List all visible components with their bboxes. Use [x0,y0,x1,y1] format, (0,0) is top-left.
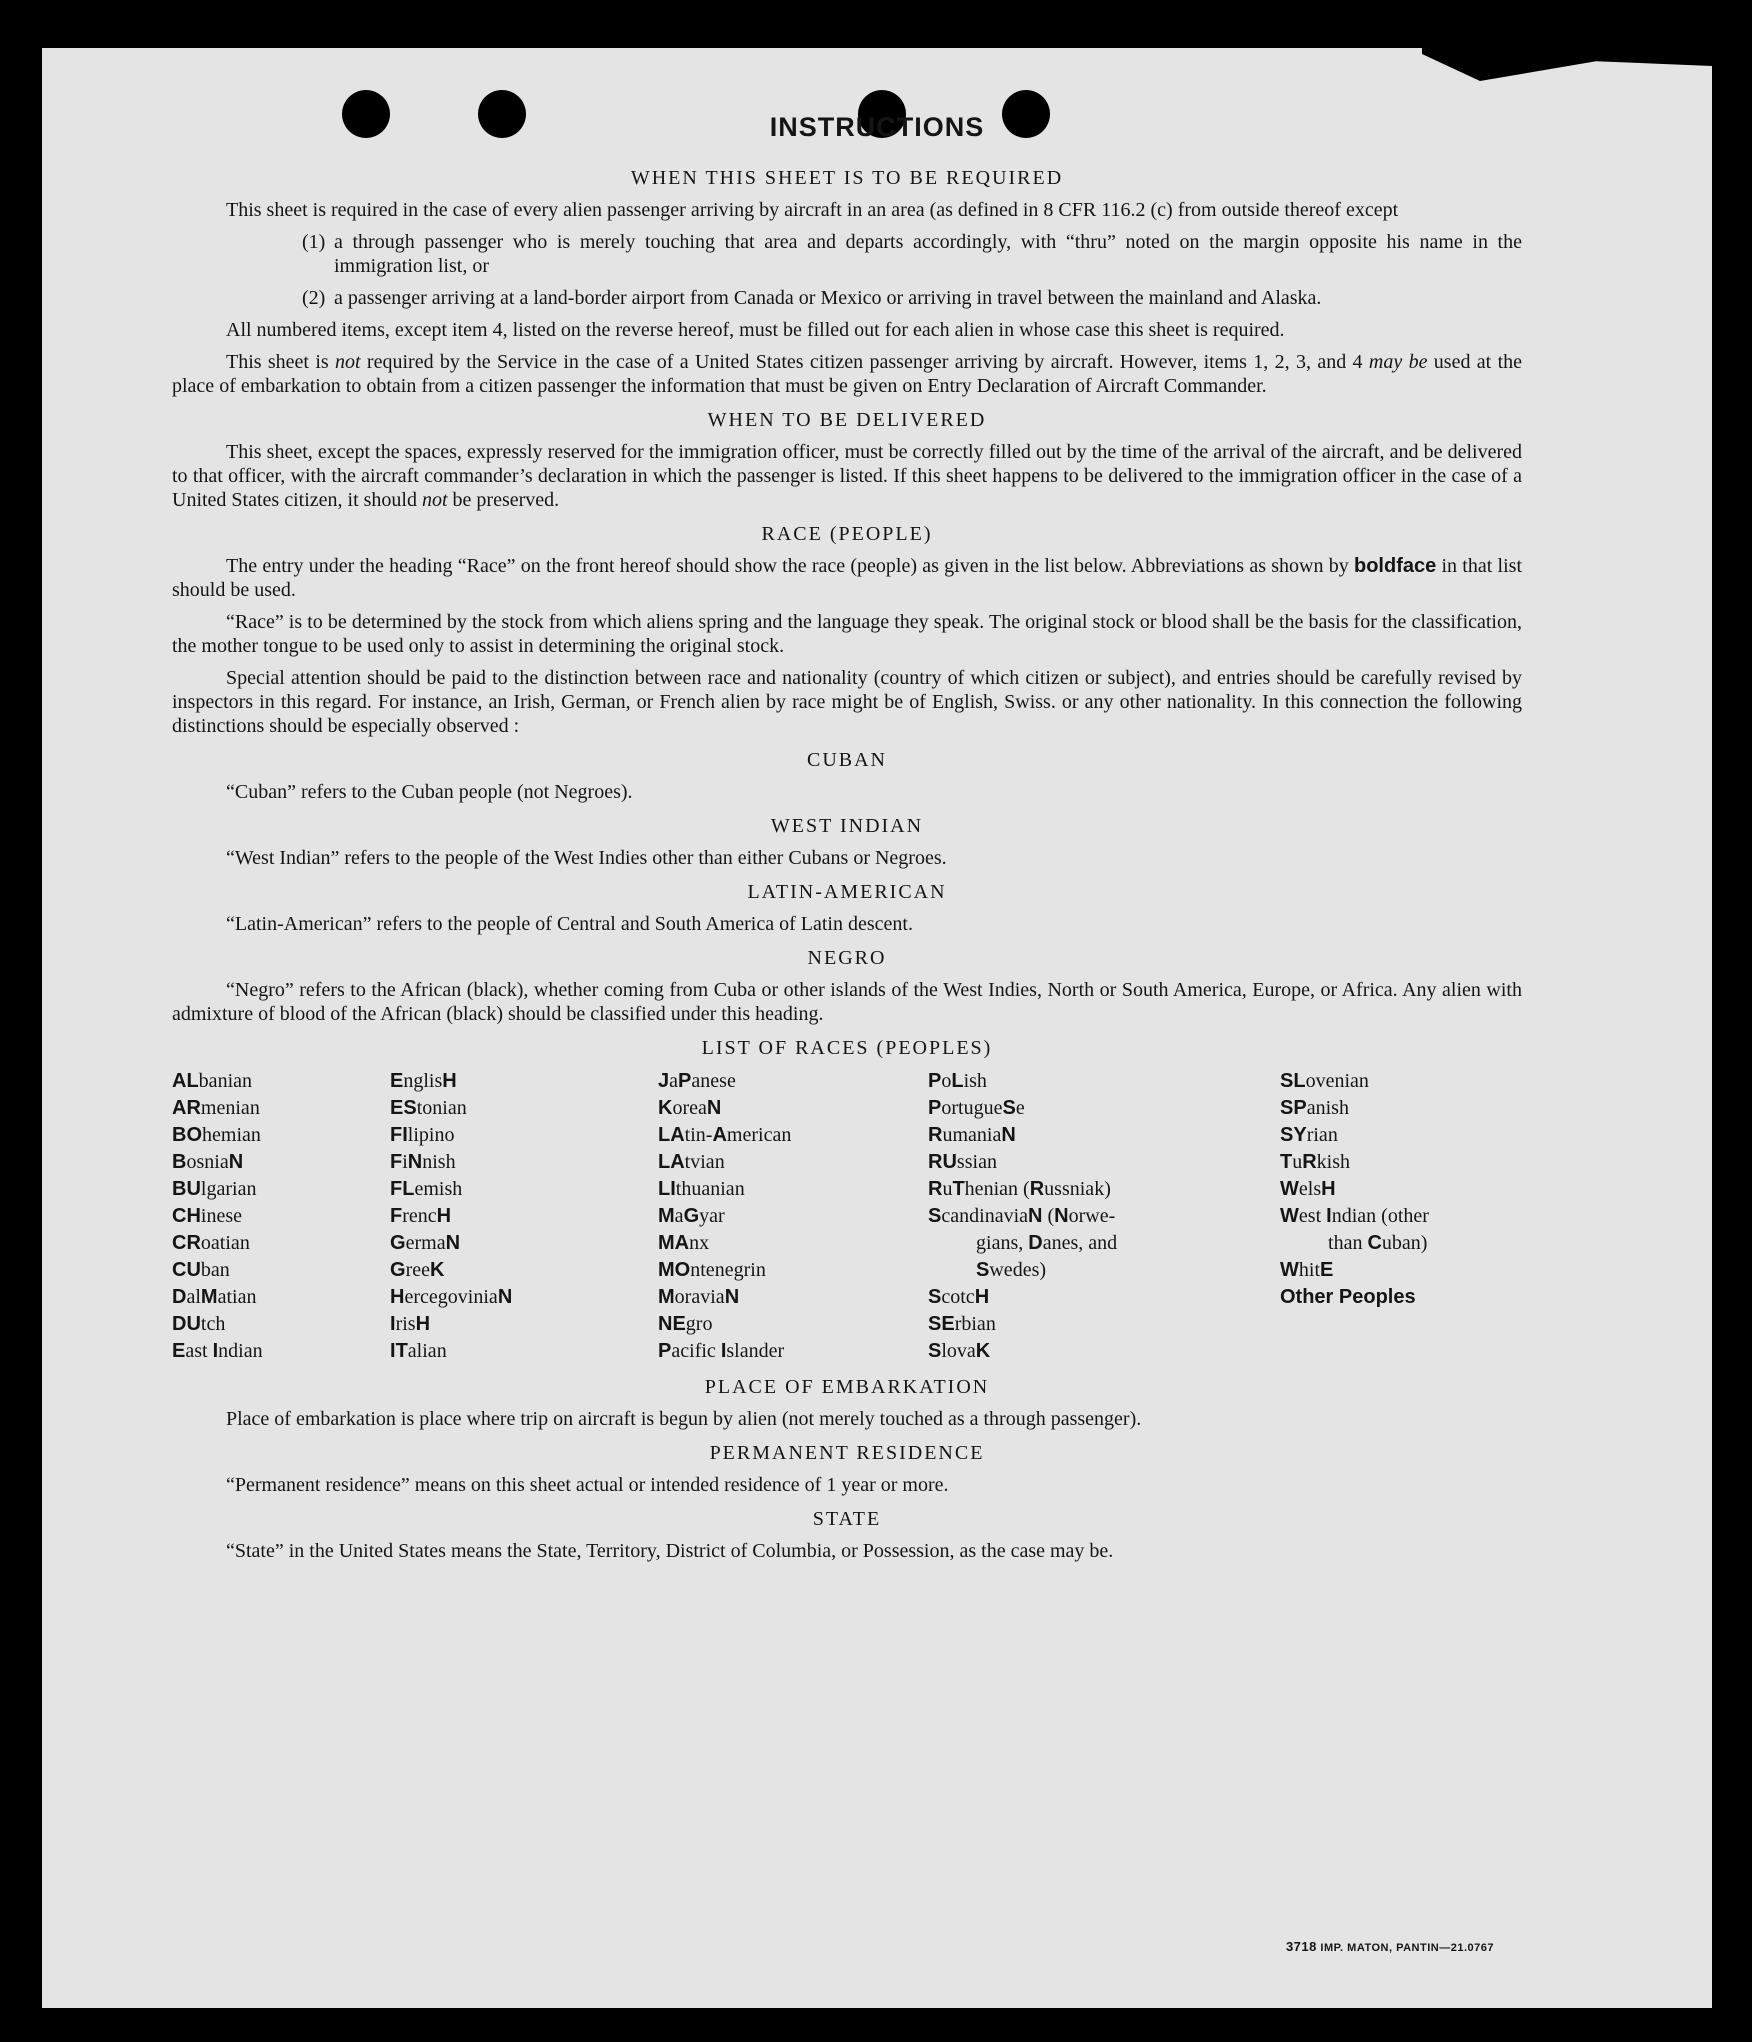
races-column-1 [172,1068,390,1365]
embarkation-text: Place of embarkation is place where trip on aircraft is begun by alien (not merely touched as a through passenger). [226,1408,1142,1430]
delivered-para [172,440,1522,512]
text-run: used at the place of embarkation to obtain from a citizen passenger the information that must be given on Entry Declaration of Aircraft Commander. [172,351,1523,397]
heading-embarkation: PLACE OF EMBARKATION [704,1376,990,1398]
heading-residence: PERMANENT RESIDENCE [709,1442,985,1464]
race-entry: FrencH [390,1205,452,1227]
heading-delivered: WHEN TO BE DELIVERED [707,409,987,431]
heading-latin-american: LATIN-AMERICAN [747,881,947,903]
instructions-body [172,156,1522,1571]
race-entry: BosniaN [172,1151,244,1173]
race-entry: HercegoviniaN [390,1286,513,1308]
text-run: This sheet is [226,351,336,373]
italic-run: not [335,351,361,373]
race-para-1 [172,554,1522,602]
text-run: This sheet, except the spaces, expressly reserved for the immigration officer, must be correctly filled out by the time of the arrival of the aircraft, and be delivered to that officer, with the aircraft commander’s declaration in which the passenger is listed. If this sheet happens to be delivered to the immigration officer in the case of a United States citizen, it should [172,441,1522,511]
race-entry: Pacific Islander [658,1340,785,1362]
state-text: “State” in the United States means the State, Territory, District of Columbia, or Possession, as the case may be. [226,1540,1114,1562]
italic-run: may be [1368,351,1428,373]
race-entry: CHinese [172,1205,243,1227]
race-entry: JaPanese [658,1070,736,1092]
race-para-3: Special attention should be paid to the distinction between race and nationality (country of which citizen or subject), and entries should be carefully revised by inspectors in this regard. For instance, an Irish, German, or French alien by race might be of English, Swiss. or any other nationality. In this connection the following distinctions should be especially observed : [172,667,1522,737]
race-entry: ARmenian [172,1097,260,1119]
race-entry: TuRkish [1280,1151,1351,1173]
text-run: required by the Service in the case of a United States citizen passenger arriving by aircraft. However, items 1, 2, 3, and 4 [360,351,1369,373]
race-entry: SlovaK [928,1340,991,1362]
west-indian-text: “West Indian” refers to the people of the West Indies other than either Cubans or Negroes. [226,847,947,869]
heading-cuban: CUBAN [806,749,887,771]
heading-negro: NEGRO [807,947,887,969]
races-column-5 [1280,1068,1522,1365]
item-text: a passenger arriving at a land-border airport from Canada or Mexico or arriving in travel between the mainland and Alaska. [334,287,1322,309]
race-entry: LIthuanian [658,1178,745,1200]
race-entry: GreeK [390,1259,445,1281]
torn-corner [1422,48,1712,108]
races-list [172,1068,1522,1365]
race-entry: MaGyar [658,1205,725,1227]
race-entry: GermaN [390,1232,461,1254]
race-entry: CUban [172,1259,230,1281]
race-entry: BOhemian [172,1124,261,1146]
race-entry: East Indian [172,1340,263,1362]
race-entry: Other Peoples [1280,1286,1416,1308]
printer-imprint [1286,1939,1494,1954]
required-para-3 [172,350,1522,398]
form-number: 3718 [1285,1939,1317,1954]
race-entry: SLovenian [1280,1070,1369,1092]
race-entry: DalMatian [172,1286,257,1308]
text-run: in that list should be used. [172,555,1523,601]
race-entry: CRoatian [172,1232,250,1254]
race-entry: than Cuban) [1328,1232,1428,1254]
race-entry: ALbanian [172,1070,253,1092]
required-para-2: All numbered items, except item 4, listed on the reverse hereof, must be filled out for each alien in whose case this sheet is required. [226,319,1285,341]
race-entry: SPanish [1280,1097,1349,1119]
text-run: be preserved. [447,489,560,511]
race-entry: MAnx [658,1232,710,1254]
required-item-2 [302,286,1522,310]
race-entry: WhitE [1280,1259,1334,1281]
race-entry: RuThenian (Russniak) [928,1178,1111,1200]
race-entry: MoraviaN [658,1286,740,1308]
race-para-2: “Race” is to be determined by the stock from which aliens spring and the language they speak. The original stock or blood shall be the basis for the classification, the mother tongue to be used only to assist in determining the original stock. [172,611,1522,657]
races-column-2 [390,1068,658,1365]
race-entry: DUtch [172,1313,226,1335]
negro-text: “Negro” refers to the African (black), whether coming from Cuba or other islands of the West Indies, North or South America, Europe, or Africa. Any alien with admixture of blood of the African (black) should be classified under this heading. [172,979,1522,1025]
race-entry: RUssian [928,1151,997,1173]
required-item-1 [302,230,1522,278]
text-run: The entry under the heading “Race” on the front hereof should show the race (people) as given in the list below. Abbreviations as shown by [226,555,1354,577]
race-entry: LAtin-American [658,1124,792,1146]
race-entry: FIlipino [390,1124,455,1146]
race-entry: NEgro [658,1313,713,1335]
heading-state: STATE [812,1508,882,1530]
race-entry: IrisH [390,1313,431,1335]
race-entry: EnglisH [390,1070,457,1092]
race-entry: KoreaN [658,1097,722,1119]
required-intro: This sheet is required in the case of every alien passenger arriving by aircraft in an area (as defined in 8 CFR 116.2 (c) from outside thereof except [226,199,1399,221]
item-number: (2) [302,287,326,309]
race-entry: ITalian [390,1340,447,1362]
race-entry: SYrian [1280,1124,1338,1146]
document-page [42,48,1712,2008]
heading-list-of-races: LIST OF RACES (PEOPLES) [701,1037,993,1059]
printer-name: IMP. MATON, PANTIN—21.0767 [1320,1942,1494,1954]
race-entry: PortugueSe [928,1097,1025,1119]
race-entry: ScandinaviaN (Norwe- [928,1205,1116,1227]
race-entry: BUlgarian [172,1178,257,1200]
race-entry: PoLish [928,1070,987,1092]
item-text: a through passenger who is merely touching that area and departs accordingly, with “thru” noted on the margin opposite his name in the immigration list, or [334,231,1522,277]
race-entry: EStonian [390,1097,467,1119]
race-entry: ScotcH [928,1286,990,1308]
latin-american-text: “Latin-American” refers to the people of Central and South America of Latin descent. [226,913,913,935]
bold-run: boldface [1354,555,1437,577]
race-entry: MOntenegrin [658,1259,766,1281]
heading-race: RACE (PEOPLE) [761,523,933,545]
races-column-3 [658,1068,928,1365]
italic-run: not [421,489,448,511]
heading-required: WHEN THIS SHEET IS TO BE REQUIRED [630,167,1064,189]
race-entry: FLemish [390,1178,463,1200]
race-entry: Swedes) [976,1259,1047,1281]
races-column-4 [928,1068,1280,1365]
race-entry: West Indian (other [1280,1205,1429,1227]
item-number: (1) [302,231,326,253]
heading-west-indian: WEST INDIAN [770,815,924,837]
race-entry: FiNnish [390,1151,456,1173]
cuban-text: “Cuban” refers to the Cuban people (not Negroes). [226,781,633,803]
race-entry: WelsH [1280,1178,1336,1200]
race-entry: SErbian [928,1313,996,1335]
race-entry: gians, Danes, and [976,1232,1118,1254]
race-entry: RumaniaN [928,1124,1016,1146]
residence-text: “Permanent residence” means on this sheet actual or intended residence of 1 year or more. [226,1474,949,1496]
race-entry: LAtvian [658,1151,725,1173]
page-title: INSTRUCTIONS [769,112,985,142]
